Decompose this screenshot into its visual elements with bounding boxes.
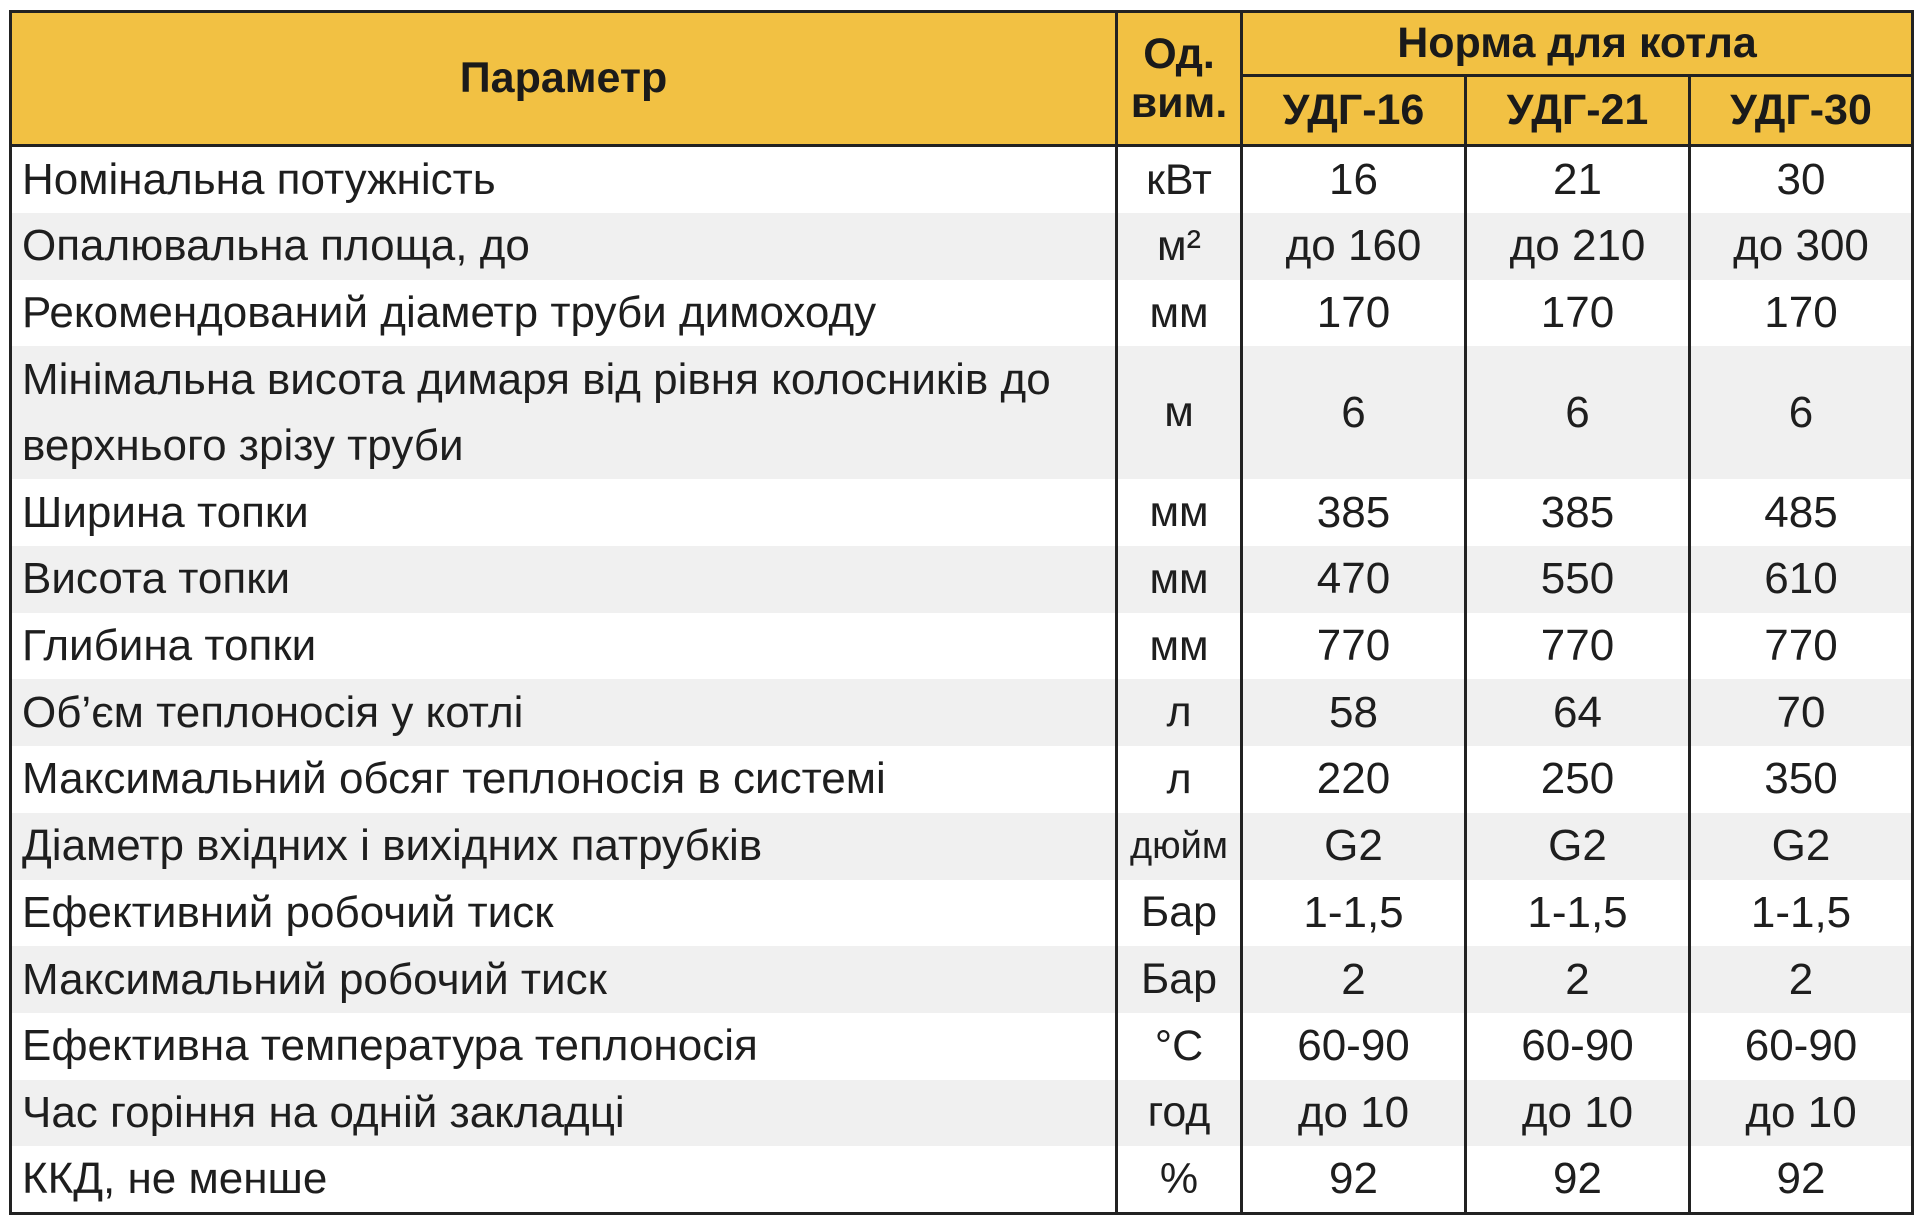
value-cell: до 300 [1690, 213, 1913, 280]
table-row [11, 679, 1913, 746]
unit-cell: Бар [1117, 880, 1242, 947]
table-row [11, 479, 1913, 546]
header-model: УДГ-21 [1466, 76, 1690, 146]
table-row [11, 346, 1913, 479]
param-cell: ККД, не менше [11, 1146, 1117, 1214]
table-row [11, 213, 1913, 280]
header-unit [1117, 12, 1242, 146]
table-row [11, 1146, 1913, 1214]
param-cell: Ширина топки [11, 479, 1117, 546]
value-cell: 250 [1466, 746, 1690, 813]
param-cell: Висота топки [11, 546, 1117, 613]
header-unit-line1: Од. [1143, 29, 1215, 78]
table-row [11, 746, 1913, 813]
value-cell: до 10 [1466, 1080, 1690, 1147]
value-cell: G2 [1466, 813, 1690, 880]
value-cell: 64 [1466, 679, 1690, 746]
header-row-top [11, 12, 1913, 76]
value-cell: 16 [1242, 146, 1466, 214]
value-cell: 2 [1466, 946, 1690, 1013]
value-cell: 550 [1466, 546, 1690, 613]
param-cell: Час горіння на одній закладці [11, 1080, 1117, 1147]
value-cell: G2 [1690, 813, 1913, 880]
value-cell: 60-90 [1242, 1013, 1466, 1080]
unit-cell: мм [1117, 479, 1242, 546]
unit-cell: м² [1117, 213, 1242, 280]
value-cell: 1-1,5 [1466, 880, 1690, 947]
value-cell: 470 [1242, 546, 1466, 613]
unit-cell: мм [1117, 280, 1242, 347]
param-cell: Номінальна потужність [11, 146, 1117, 214]
param-cell: Об’єм теплоносія у котлі [11, 679, 1117, 746]
header-model: УДГ-16 [1242, 76, 1466, 146]
param-cell: Глибина топки [11, 613, 1117, 680]
unit-cell: % [1117, 1146, 1242, 1214]
value-cell: до 10 [1690, 1080, 1913, 1147]
value-cell: 92 [1242, 1146, 1466, 1214]
table-row [11, 813, 1913, 880]
value-cell: 485 [1690, 479, 1913, 546]
value-cell: 1-1,5 [1690, 880, 1913, 947]
param-cell: Опалювальна площа, до [11, 213, 1117, 280]
unit-cell: дюйм [1117, 813, 1242, 880]
header-group: Норма для котла [1242, 12, 1913, 76]
param-cell: Рекомендований діаметр труби димоходу [11, 280, 1117, 347]
value-cell: 770 [1242, 613, 1466, 680]
value-cell: до 10 [1242, 1080, 1466, 1147]
header-unit-line2: вим. [1130, 78, 1228, 127]
value-cell: 1-1,5 [1242, 880, 1466, 947]
value-cell: 350 [1690, 746, 1913, 813]
spec-sheet [9, 10, 1911, 1214]
unit-cell: л [1117, 679, 1242, 746]
table-row [11, 546, 1913, 613]
value-cell: до 160 [1242, 213, 1466, 280]
param-cell: Ефективний робочий тиск [11, 880, 1117, 947]
table-row [11, 1013, 1913, 1080]
header-param: Параметр [11, 12, 1117, 146]
value-cell: 58 [1242, 679, 1466, 746]
value-cell: 220 [1242, 746, 1466, 813]
unit-cell: мм [1117, 546, 1242, 613]
param-cell: Максимальний робочий тиск [11, 946, 1117, 1013]
param-cell: Ефективна температура теплоносія [11, 1013, 1117, 1080]
value-cell: 30 [1690, 146, 1913, 214]
value-cell: 385 [1242, 479, 1466, 546]
value-cell: 2 [1242, 946, 1466, 1013]
header-model: УДГ-30 [1690, 76, 1913, 146]
value-cell: 170 [1242, 280, 1466, 347]
table-row [11, 1080, 1913, 1147]
unit-cell: м [1117, 346, 1242, 479]
value-cell: 92 [1690, 1146, 1913, 1214]
value-cell: 6 [1690, 346, 1913, 479]
unit-cell: Бар [1117, 946, 1242, 1013]
value-cell: 170 [1690, 280, 1913, 347]
table-row [11, 880, 1913, 947]
value-cell: 610 [1690, 546, 1913, 613]
value-cell: 60-90 [1466, 1013, 1690, 1080]
table-row [11, 613, 1913, 680]
value-cell: 6 [1466, 346, 1690, 479]
unit-cell: кВт [1117, 146, 1242, 214]
table-row [11, 280, 1913, 347]
value-cell: 770 [1466, 613, 1690, 680]
value-cell: 385 [1466, 479, 1690, 546]
param-cell: Максимальний обсяг теплоносія в системі [11, 746, 1117, 813]
value-cell: G2 [1242, 813, 1466, 880]
unit-cell: °C [1117, 1013, 1242, 1080]
value-cell: до 210 [1466, 213, 1690, 280]
value-cell: 60-90 [1690, 1013, 1913, 1080]
value-cell: 21 [1466, 146, 1690, 214]
table-row [11, 946, 1913, 1013]
value-cell: 2 [1690, 946, 1913, 1013]
value-cell: 92 [1466, 1146, 1690, 1214]
unit-cell: л [1117, 746, 1242, 813]
value-cell: 70 [1690, 679, 1913, 746]
param-cell: Діаметр вхідних і вихідних патрубків [11, 813, 1117, 880]
unit-cell: мм [1117, 613, 1242, 680]
boiler-spec-table [9, 10, 1914, 1215]
table-row [11, 146, 1913, 214]
value-cell: 170 [1466, 280, 1690, 347]
value-cell: 770 [1690, 613, 1913, 680]
value-cell: 6 [1242, 346, 1466, 479]
param-cell: Мінімальна висота димаря від рівня колосників до верхнього зрізу труби [11, 346, 1117, 479]
unit-cell: год [1117, 1080, 1242, 1147]
